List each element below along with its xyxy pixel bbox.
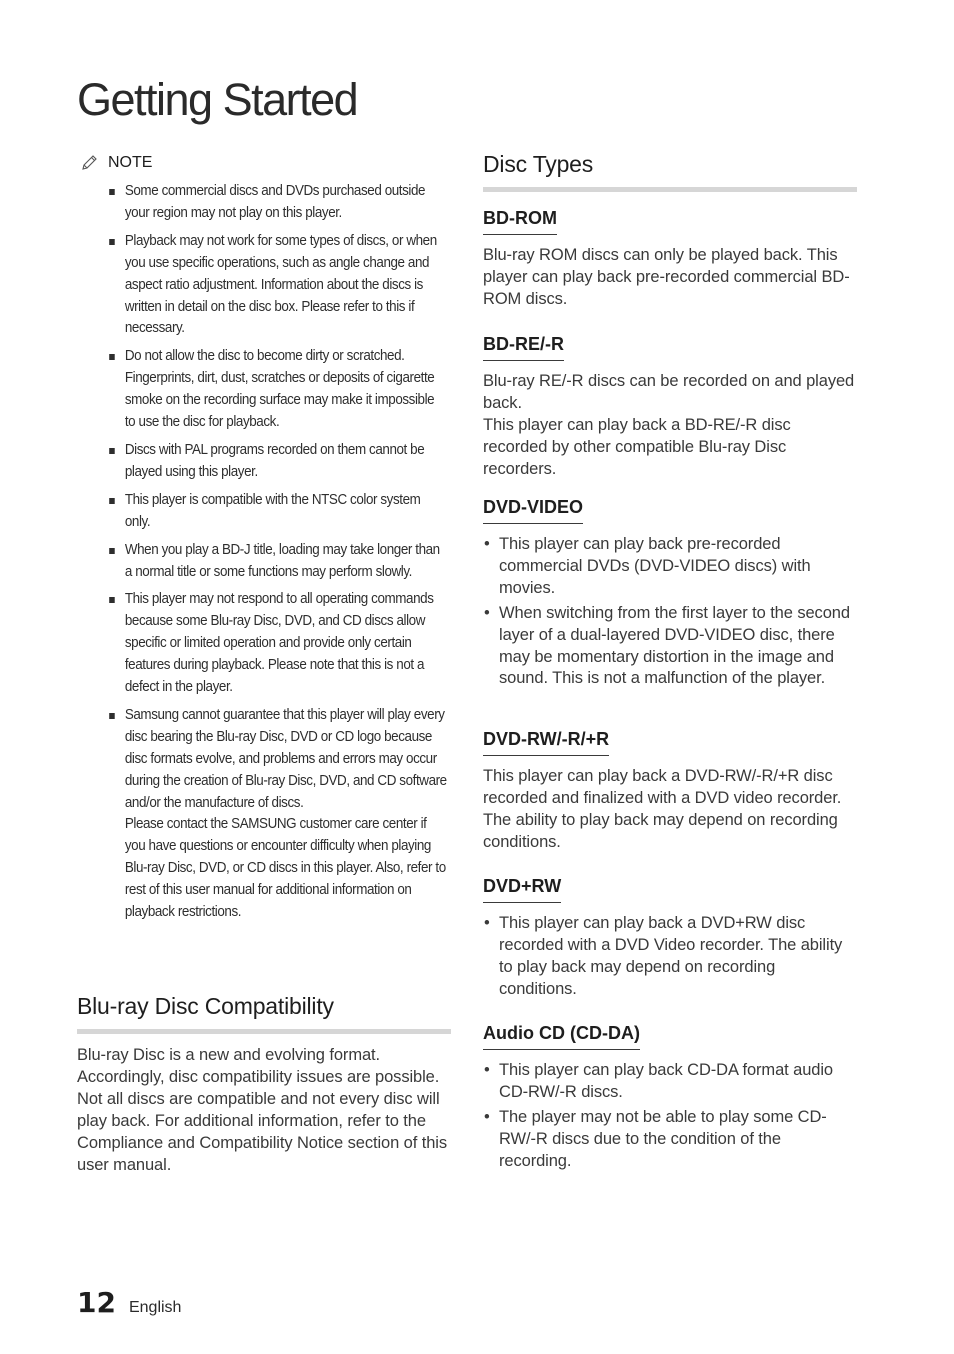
dvd-plus-rw-section — [483, 876, 857, 1004]
dvd-video-section — [483, 497, 857, 693]
note-item — [77, 346, 447, 434]
note-label: NOTE — [108, 154, 153, 171]
section-title: Blu-ray Disc Compatibility — [77, 993, 451, 1034]
square-bullet-icon — [109, 239, 115, 245]
note-item — [77, 490, 447, 534]
note-list — [77, 181, 455, 924]
audio-cd-section — [483, 1023, 857, 1176]
subsection-title: BD-RE/-R — [483, 334, 564, 361]
note-item-text: This player is compatible with the NTSC color system only. — [124, 491, 421, 530]
bullet-list — [483, 534, 857, 690]
note-item — [77, 231, 447, 341]
note-item-text: This player may not respond to all operating commands because some Blu-ray Disc, DVD, and CD discs allow specific or limited operation and provide only certain features during playback. Please note that this is not a defect in the player. — [124, 591, 434, 696]
subsection-body: This player can play back a DVD-RW/-R/+R disc recorded and finalized with a DVD video recorder. The ability to play back may depend on recording conditions. — [483, 767, 842, 851]
list-item-text: This player can play back a DVD+RW disc recorded with a DVD Video recorder. The ability to play back may depend on recording conditions. — [499, 914, 843, 998]
subsection-title: Audio CD (CD-DA) — [483, 1023, 640, 1050]
list-item-text: This player can play back pre-recorded commercial DVDs (DVD-VIDEO discs) with movies. — [499, 535, 811, 597]
note-item — [77, 589, 447, 699]
subsection-body: Blu-ray ROM discs can only be played back. This player can play back pre-recorded commercial BD-ROM discs. — [483, 246, 850, 308]
note-item — [77, 540, 447, 584]
page-language: English — [128, 1299, 182, 1316]
pencil-icon — [80, 154, 98, 172]
subsection-title: BD-ROM — [483, 208, 557, 235]
page-number: 12 — [77, 1286, 116, 1319]
bullet-dot-icon: • — [484, 603, 490, 622]
list-item — [483, 913, 857, 1001]
subsection-body: This player can play back a BD-RE/-R disc recorded by other compatible Blu-ray Disc recorders. — [483, 415, 791, 478]
list-item — [483, 534, 857, 600]
section-body: Blu-ray Disc is a new and evolving format. Accordingly, disc compatibility issues are possible. Not all discs are compatible and not every disc will play back. For additional information, refer to the Compliance and Compatibility Notice section of this user manual. — [77, 1046, 447, 1174]
dvd-rw-r-section — [483, 729, 857, 854]
subsection-title: DVD+RW — [483, 876, 561, 903]
bullet-dot-icon: • — [484, 914, 490, 932]
bd-re-r-section — [483, 334, 857, 481]
right-column — [483, 151, 857, 1170]
subsection-title: DVD-VIDEO — [483, 497, 583, 524]
note-item-text: Samsung cannot guarantee that this player will play every disc bearing the Blu-ray Disc, DVD or CD logo because disc formats evolve, and problems and errors may occur during the creation of Blu-ray Disc, DVD, and CD software and/or the manufacture of discs. — [124, 706, 447, 811]
note-item-text: Discs with PAL programs recorded on them cannot be played using this player. — [124, 441, 425, 480]
bullet-dot-icon: • — [484, 1061, 490, 1079]
list-item-text: This player can play back CD-DA format audio CD-RW/-R discs. — [499, 1061, 833, 1101]
note-item-text: Some commercial discs and DVDs purchased outside your region may not play on this player. — [124, 183, 426, 221]
note-item-text: Playback may not work for some types of discs, or when you use specific operations, such as angle change and aspect ratio adjustment. Information about the discs is written in detail on the disc box. Please refer to this if necessary. — [124, 232, 437, 337]
square-bullet-icon — [109, 448, 115, 454]
list-item — [483, 1107, 857, 1173]
square-bullet-icon — [109, 189, 115, 195]
note-header — [80, 151, 455, 175]
bd-rom-section — [483, 208, 857, 311]
section-title: Disc Types — [483, 151, 857, 192]
note-item-text: When you play a BD-J title, loading may take longer than a normal title or some functions may perform slowly. — [124, 541, 440, 580]
square-bullet-icon — [109, 713, 115, 719]
note-item-text: Do not allow the disc to become dirty or scratched. Fingerprints, dirt, dust, scratches or deposits of cigarette smoke on the recording surface may make it impossible to use the disc for playback. — [124, 348, 435, 431]
bullet-list — [483, 1060, 857, 1173]
bullet-dot-icon: • — [484, 535, 490, 553]
bullet-dot-icon: • — [484, 1107, 490, 1126]
square-bullet-icon — [109, 354, 115, 360]
square-bullet-icon — [109, 597, 115, 603]
bullet-list — [483, 913, 857, 1001]
list-item — [483, 1060, 857, 1104]
left-column — [77, 151, 455, 1174]
note-item-extra-text: Please contact the SAMSUNG customer care center if you have questions or encounter difficulty when playing Blu-ray Disc, DVD, or CD discs in this player. Also, refer to rest of this user manual for additional information on playback restrictions. — [124, 816, 446, 921]
square-bullet-icon — [109, 548, 115, 554]
subsection-body: Blu-ray RE/-R discs can be recorded on and played back. — [483, 372, 855, 412]
list-item-text: When switching from the first layer to the second layer of a dual-layered DVD-VIDEO disc, there may be momentary distortion in the image and sound. This is not a malfunction of the player. — [499, 603, 850, 688]
subsection-title: DVD-RW/-R/+R — [483, 729, 609, 756]
page-footer — [77, 1286, 181, 1319]
list-item-text: The player may not be able to play some CD-RW/-R discs due to the condition of the recording. — [499, 1107, 827, 1170]
note-item — [77, 181, 447, 225]
page-title: Getting Started — [77, 74, 358, 125]
note-item — [77, 440, 447, 484]
note-item — [77, 705, 447, 924]
bluray-compatibility-section — [77, 993, 451, 1176]
square-bullet-icon — [109, 498, 115, 504]
list-item — [483, 603, 857, 691]
